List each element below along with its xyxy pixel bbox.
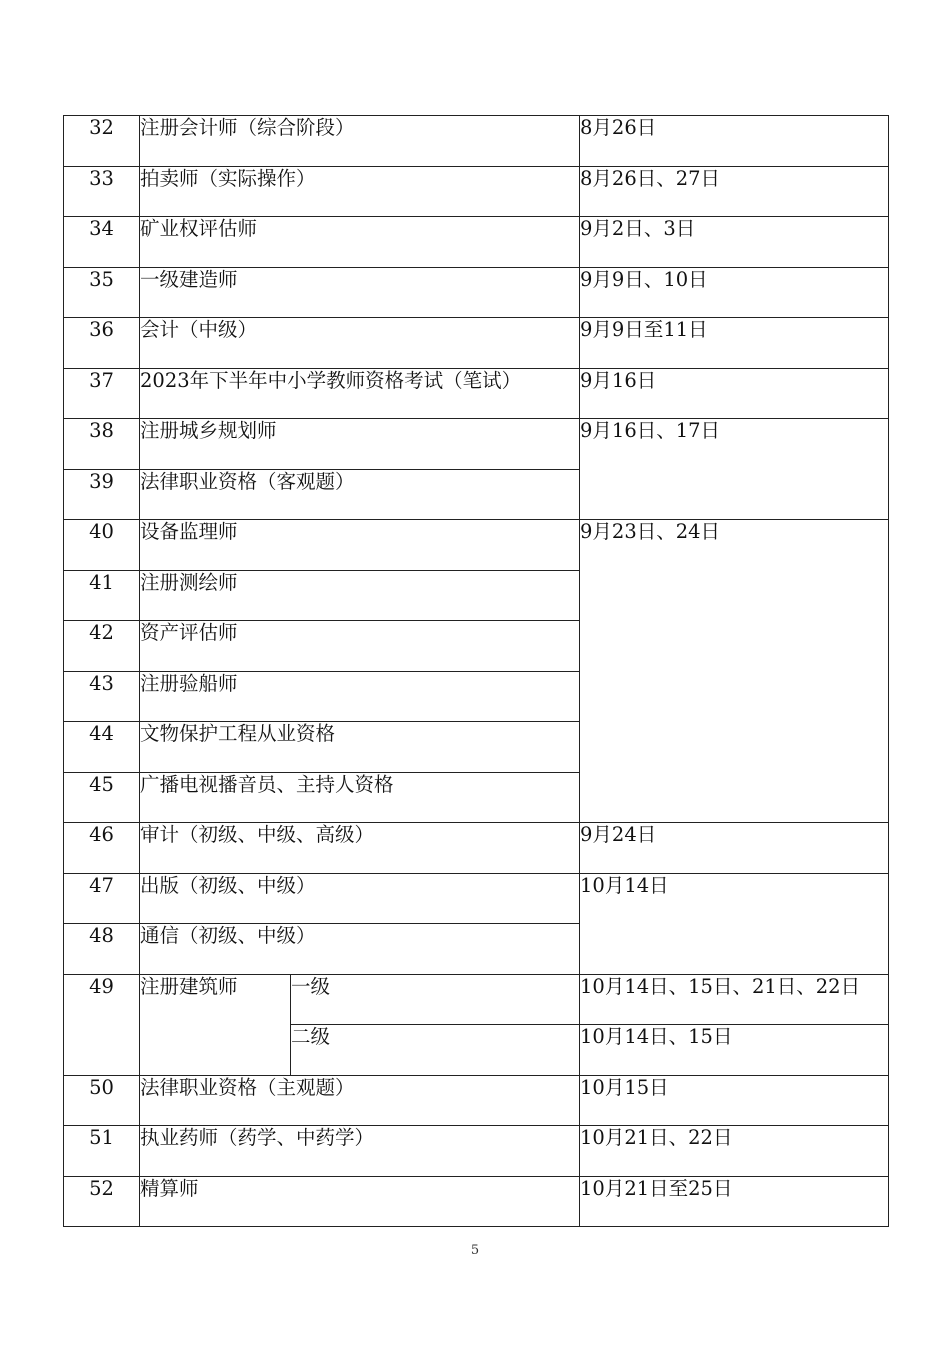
row-number: 47	[64, 873, 140, 924]
exam-date: 8月26日、27日	[580, 166, 889, 217]
exam-name: 法律职业资格（主观题）	[140, 1075, 580, 1126]
exam-schedule-table	[63, 115, 889, 1227]
row-number: 38	[64, 419, 140, 470]
exam-date: 10月21日、22日	[580, 1126, 889, 1177]
exam-date: 9月2日、3日	[580, 217, 889, 268]
row-number: 36	[64, 318, 140, 369]
exam-date: 9月9日、10日	[580, 267, 889, 318]
row-number: 49	[64, 974, 140, 1075]
exam-name: 法律职业资格（客观题）	[140, 469, 580, 520]
exam-name: 注册验船师	[140, 671, 580, 722]
row-number: 45	[64, 772, 140, 823]
exam-date: 9月9日至11日	[580, 318, 889, 369]
table-row	[64, 1126, 889, 1177]
table-row	[64, 823, 889, 874]
exam-name: 设备监理师	[140, 520, 580, 571]
exam-name: 注册城乡规划师	[140, 419, 580, 470]
row-number: 34	[64, 217, 140, 268]
table-row	[64, 1176, 889, 1227]
exam-name: 资产评估师	[140, 621, 580, 672]
exam-name: 广播电视播音员、主持人资格	[140, 772, 580, 823]
table-row	[64, 318, 889, 369]
exam-name: 注册会计师（综合阶段）	[140, 116, 580, 167]
row-number: 33	[64, 166, 140, 217]
exam-date: 10月14日、15日、21日、22日	[580, 974, 889, 1025]
row-number: 44	[64, 722, 140, 773]
exam-name: 一级建造师	[140, 267, 580, 318]
row-number: 46	[64, 823, 140, 874]
table-row	[64, 166, 889, 217]
exam-date: 10月14日、15日	[580, 1025, 889, 1076]
exam-date: 9月23日、24日	[580, 520, 889, 823]
table-row	[64, 419, 889, 470]
exam-name: 精算师	[140, 1176, 580, 1227]
table-row	[64, 217, 889, 268]
exam-name: 审计（初级、中级、高级）	[140, 823, 580, 874]
exam-level: 一级	[291, 974, 580, 1025]
exam-name: 出版（初级、中级）	[140, 873, 580, 924]
exam-name: 拍卖师（实际操作）	[140, 166, 580, 217]
exam-name: 执业药师（药学、中药学）	[140, 1126, 580, 1177]
exam-date: 9月24日	[580, 823, 889, 874]
exam-name: 矿业权评估师	[140, 217, 580, 268]
row-number: 40	[64, 520, 140, 571]
exam-name: 文物保护工程从业资格	[140, 722, 580, 773]
exam-date: 9月16日	[580, 368, 889, 419]
table-row	[64, 873, 889, 924]
row-number: 50	[64, 1075, 140, 1126]
row-number: 51	[64, 1126, 140, 1177]
table-row	[64, 520, 889, 571]
table-row	[64, 368, 889, 419]
exam-name: 会计（中级）	[140, 318, 580, 369]
exam-date: 10月21日至25日	[580, 1176, 889, 1227]
table-row	[64, 1075, 889, 1126]
exam-name: 注册测绘师	[140, 570, 580, 621]
exam-level: 二级	[291, 1025, 580, 1076]
row-number: 37	[64, 368, 140, 419]
row-number: 41	[64, 570, 140, 621]
row-number: 43	[64, 671, 140, 722]
row-number: 39	[64, 469, 140, 520]
exam-name: 通信（初级、中级）	[140, 924, 580, 975]
exam-date: 10月15日	[580, 1075, 889, 1126]
exam-date: 10月14日	[580, 873, 889, 974]
row-number: 48	[64, 924, 140, 975]
table-row	[64, 974, 889, 1025]
row-number: 42	[64, 621, 140, 672]
exam-date: 8月26日	[580, 116, 889, 167]
row-number: 35	[64, 267, 140, 318]
exam-name: 2023年下半年中小学教师资格考试（笔试）	[140, 368, 580, 419]
table-row	[64, 267, 889, 318]
exam-name: 注册建筑师	[140, 974, 291, 1075]
table-row	[64, 116, 889, 167]
exam-date: 9月16日、17日	[580, 419, 889, 520]
page-number: 5	[470, 1243, 480, 1258]
row-number: 52	[64, 1176, 140, 1227]
row-number: 32	[64, 116, 140, 167]
